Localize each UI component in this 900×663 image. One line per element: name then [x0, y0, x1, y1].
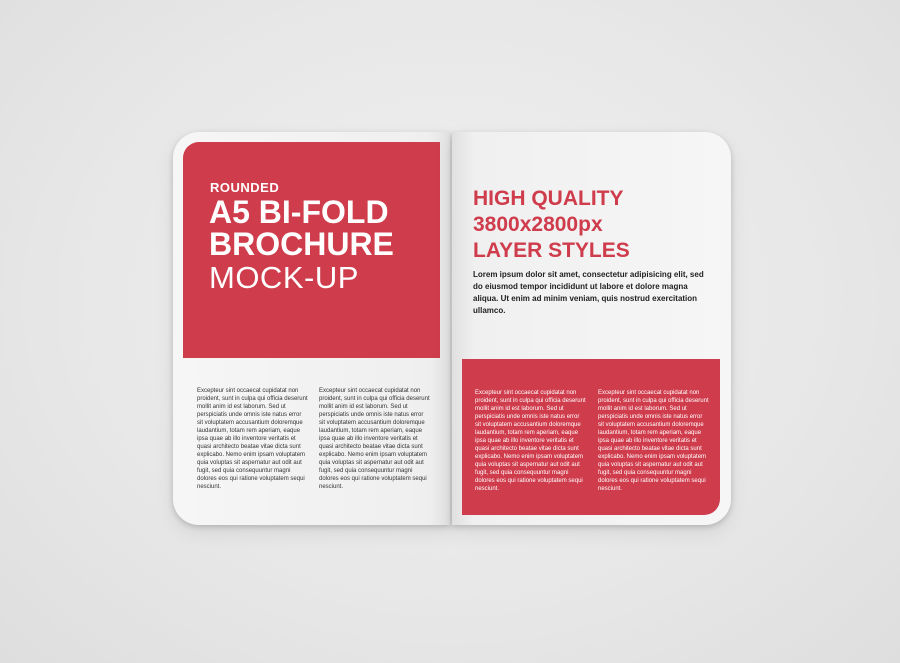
right-body-column-1: Excepteur sint occaecat cupidatat non proident, sunt in culpa qui officia deserunt mollit anim id est laborum. Sed ut perspiciatis unde omnis iste natus error sit voluptatem accusantium doloremque laudantium, totam rem aperiam, eaque ipsa quae ab illo inventore veritatis et quasi architecto beatae vitae dicta sunt explicabo. Nemo enim ipsam voluptatem quia voluptas sit aspernatur aut odit aut fugit, sed quia consequuntur magni dolores eos qui ratione voluptatem sequi nesciunt. — [475, 390, 586, 492]
left-body-column-1: Excepteur sint occaecat cupidatat non proident, sunt in culpa qui officia deserunt mollit anim id est laborum. Sed ut perspiciatis unde omnis iste natus error sit voluptatem accusantium doloremque laudantium, totam rem aperiam, eaque ipsa quae ab illo inventore veritatis et quasi architecto beatae vitae dicta sunt explicabo. Nemo enim ipsam voluptatem quia voluptas sit aspernatur aut odit aut fugit, sed quia consequuntur magni dolores eos qui ratione voluptatem sequi nesciunt. — [197, 388, 308, 490]
headline-line3: LAYER STYLES — [473, 239, 630, 262]
left-body-column-2: Excepteur sint occaecat cupidatat non proident, sunt in culpa qui officia deserunt mollit anim id est laborum. Sed ut perspiciatis unde omnis iste natus error sit voluptatem accusantium doloremque laudantium, totam rem aperiam, eaque ipsa quae ab illo inventore veritatis et quasi architecto beatae vitae dicta sunt explicabo. Nemo enim ipsam voluptatem quia voluptas sit aspernatur aut odit aut fugit, sed quia consequuntur magni dolores eos qui ratione voluptatem sequi nesciunt. — [319, 388, 430, 490]
lead-paragraph: Lorem ipsum dolor sit amet, consectetur adipisicing elit, sed do eiusmod tempor incididunt ut labore et dolore magna aliqua. Ut enim ad minim veniam, quis nostrud exercitation ullamco. — [473, 270, 704, 315]
cover-red-panel — [183, 142, 440, 358]
cover-title-line1: A5 BI-FOLD — [209, 194, 389, 230]
cover-title-line2: BROCHURE — [209, 226, 394, 262]
headline-line2: 3800x2800px — [473, 213, 603, 236]
right-body-column-2: Excepteur sint occaecat cupidatat non proident, sunt in culpa qui officia deserunt mollit anim id est laborum. Sed ut perspiciatis unde omnis iste natus error sit voluptatem accusantium doloremque laudantium, totam rem aperiam, eaque ipsa quae ab illo inventore veritatis et quasi architecto beatae vitae dicta sunt explicabo. Nemo enim ipsam voluptatem quia voluptas sit aspernatur aut odit aut fugit, sed quia consequuntur magni dolores eos qui ratione voluptatem sequi nesciunt. — [598, 390, 709, 492]
headline-line1: HIGH QUALITY — [473, 187, 624, 210]
cover-subtitle: ROUNDED — [210, 180, 280, 195]
info-red-panel — [462, 359, 720, 515]
brochure-left-page — [173, 132, 450, 525]
brochure-right-page — [452, 132, 731, 525]
cover-title-line3: MOCK-UP — [209, 260, 359, 295]
